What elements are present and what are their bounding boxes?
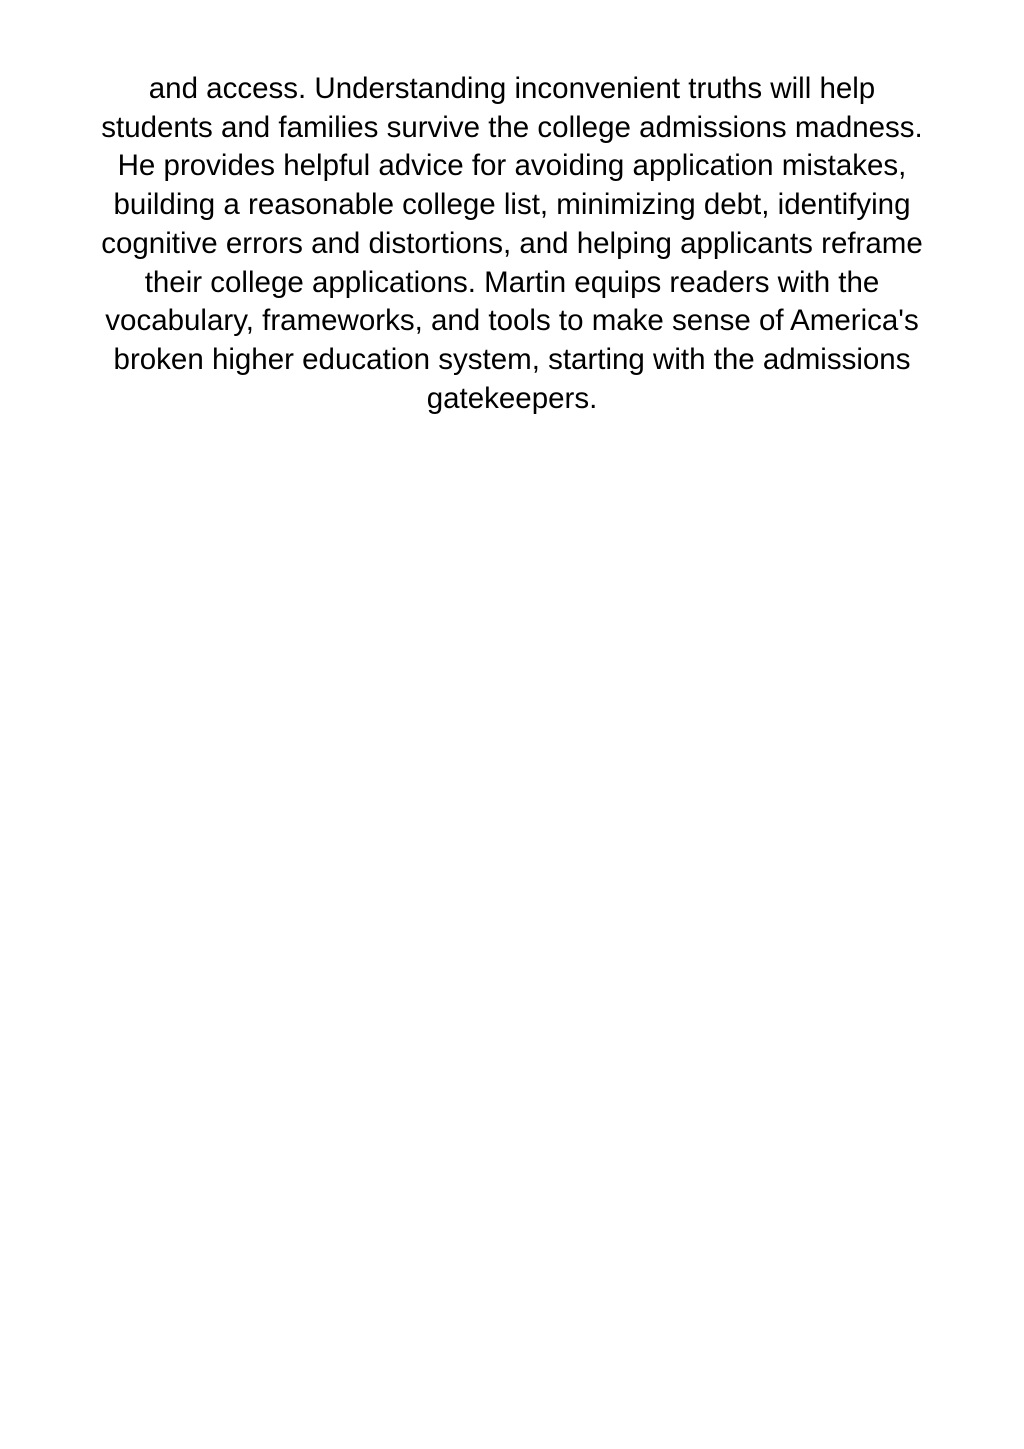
paragraph-line: vocabulary, frameworks, and tools to make sense of America's bbox=[105, 304, 919, 338]
body-paragraph bbox=[40, 70, 984, 418]
paragraph-line: cognitive errors and distortions, and helping applicants reframe bbox=[101, 226, 923, 260]
paragraph-line: building a reasonable college list, minimizing debt, identifying bbox=[113, 188, 911, 222]
paragraph-line: gatekeepers. bbox=[426, 381, 598, 415]
paragraph-line: their college applications. Martin equips readers with the bbox=[144, 265, 880, 299]
paragraph-line: students and families survive the college admissions madness. bbox=[101, 110, 923, 144]
paragraph-line: broken higher education system, starting with the admissions bbox=[113, 342, 911, 376]
paragraph-line: He provides helpful advice for avoiding application mistakes, bbox=[117, 149, 907, 183]
paragraph-line: and access. Understanding inconvenient truths will help bbox=[148, 72, 876, 105]
